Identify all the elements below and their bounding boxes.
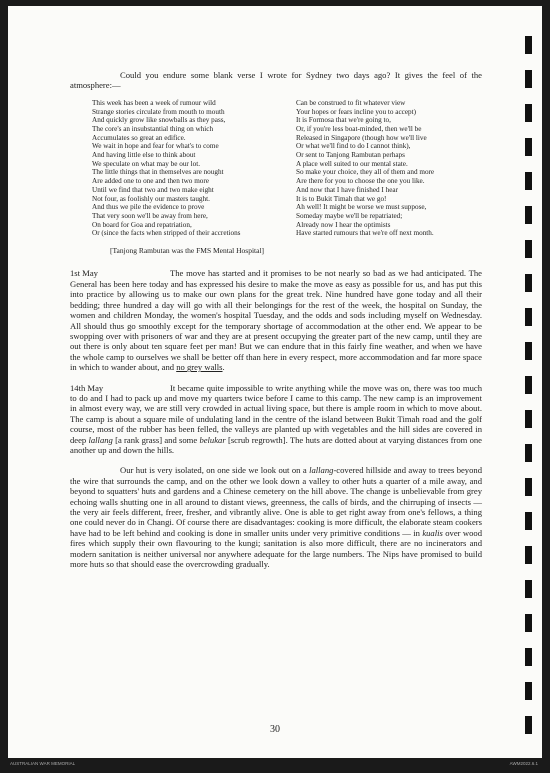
poem-line: Someday maybe we'll be repatriated; (296, 211, 403, 220)
poem-line: We wait in hope and fear for what's to come (92, 142, 219, 151)
entry-date: 14th May (70, 382, 104, 393)
poem-line: Strange stories circulate from mouth to mouth (92, 107, 225, 116)
poem-line: It is to Bukit Timah that we go! (296, 194, 387, 203)
poem (70, 99, 482, 238)
comb-binding (525, 36, 535, 756)
poem-line: This week has been a week of rumour wild (92, 98, 216, 107)
poem-line: Or what we'll find to do I cannot think), (296, 142, 411, 151)
poem-line: We speculate on what may be our lot. (92, 159, 200, 168)
poem-right-column (296, 99, 482, 238)
poem-line: It is Formosa that we're going to, (296, 116, 391, 125)
poem-line: Released in Singapore (though how we'll live (296, 133, 427, 142)
poem-line: And quickly grow like snowballs as they pass, (92, 116, 226, 125)
poem-line: On board for Goa and repatriation, (92, 220, 192, 229)
page-content (70, 70, 482, 569)
poem-line: Already now I hear the optimists (296, 220, 391, 229)
poem-line: That very soon we'll be away from here, (92, 211, 208, 220)
poem-line: So make your choice, they all of them and more (296, 168, 435, 177)
poem-line: Until we find that two and two make eight (92, 185, 214, 194)
underlined-phrase: no grey walls (176, 362, 223, 373)
poem-line: The core's an insubstantial thing on which (92, 124, 214, 133)
archive-credit: AUSTRALIAN WAR MEMORIAL (10, 761, 76, 766)
poem-line: Are there for you to choose the one you like. (296, 177, 425, 186)
poem-line: And having little else to think about (92, 151, 196, 160)
poem-line: And now that I have finished I hear (296, 185, 398, 194)
poem-note: [Tanjong Rambutan was the FMS Mental Hospital] (110, 246, 265, 256)
diary-entry-14th-may: 14th May It became quite impossible to write anything while the move was on, there was too much to do and I had to pack up and move my quarters twice before I came to this camp. The new camp is an improvement in almost every way, we are still very crowded in actual living space, but there is ample room in which to move about. The camp is about a square mile of undulating land in the centre of the island between Bukit Timah road and the golf course, most of the rubber has been felled, the valleys are planted up with vegetables and the hill sides are covered in deep lallang [a rank grass] and some belukar [scrub regrowth]. The huts are dotted about at varying distances from one another up and down the hills. (70, 382, 482, 455)
poem-line: Can be construed to fit whatever view (296, 98, 406, 107)
entry-text: The move has started and it promises to be not nearly so bad as we had anticipated. The General has been here today and has expressed his desire to make the move as easy as possible for us, and has put this into practice by allowing us to make our own plans for the great trek. Nine hundred have gone today and all their bedding; three hundred a day will go with all their belongings for the rest of the week, the hospital on Sunday, the women and children Monday, the women's hospital Tuesday, and the odds and sods including myself on Wednesday. All should thus go smoothly except for the temporary shortage of accommodation at the other end. We appear to be swopping over with prisoners of war and they are at present occupying the greater part of the new camp, until they are out there is only about ten square feet per man! But we can endure that in this fairly fine weather, and when we have the whole camp to ourselves we shall be better off than here in every respect, more accommodation and far more space in which to wander about, and (70, 268, 482, 373)
diary-entry-1st-may: 1st May The move has started and it promises to be not nearly so bad as we had anticipated. The General has been here today and has expressed his desire to make the move as easy as possible for us, and has put this into practice by allowing us to make our own plans for the great trek. Nine hundred have gone today and all their bedding; three hundred a day will go with all their belongings for the rest of the week, the hospital on Sunday, the women and children Monday, the women's hospital Tuesday, and the odds and sods including myself on Wednesday. All should thus go smoothly except for the temporary shortage of accommodation at the other end. We appear to be swopping over with prisoners of war and they are at present occupying the greater part of the new camp, until they are out there is only about ten square feet per man! But we can endure that in this fairly fine weather, and when we have the whole camp to ourselves we shall be better off than here in every respect, more accommodation and far more space in which to wander about, and no grey walls. (70, 268, 482, 373)
page-number: 30 (270, 724, 280, 735)
poem-left-column (92, 99, 278, 238)
poem-line: Have started rumours that we're off next month. (296, 229, 434, 238)
poem-line: Your hopes or fears incline you to accept) (296, 107, 417, 116)
poem-line: Accumulates so great an edifice. (92, 133, 186, 142)
document-page (8, 6, 542, 758)
poem-line: Are added one to one and then two more (92, 177, 209, 186)
poem-line: And thus we pile the evidence to prove (92, 203, 205, 212)
archive-reference: AWM2022.6.1 (509, 761, 538, 766)
entry-date: 1st May (70, 268, 98, 279)
poem-line: The little things that in themselves are nought (92, 168, 224, 177)
poem-line: Or sent to Tanjong Rambutan perhaps (296, 151, 405, 160)
hut-paragraph: Our hut is very isolated, on one side we look out on a lallang-covered hillside and away to trees beyond the wire that surrounds the camp, and on the other we look down a valley to other huts a quarter of a mile away, and beyond to squatters' huts and gardens and a Chinese cemetery on the hill above. The change is unbelievable from grey echoing walls shutting one in all around to distant views, greenness, the calls of birds, and the chirruping of insects — the very air feels different, freer, fresher, and vibrantly alive. One is able to get right away from one's fellows, a thing one could never do in Changi. Of course there are disadvantages: cooking is more difficult, the elaborate steam cookers have had to be left behind and cooking is done in smaller units under very primitive conditions — in kualis over wood fires which supply their own flavouring to the kungi; sanitation is also more difficult, there are no incinerators and modern sanitation is neither universal nor anywhere adequate for the large numbers. The Nips have promised to build more huts so that should ease the overcrowding gradually. (70, 465, 482, 570)
poem-line: A place well suited to our mental state. (296, 159, 408, 168)
poem-line: Not four, as foolishly our masters taught. (92, 194, 210, 203)
intro-paragraph: Could you endure some blank verse I wrote for Sydney two days ago? It gives the feel of the atmosphere:— (70, 70, 482, 91)
poem-line: Ah well! It might be worse we must suppose, (296, 203, 427, 212)
poem-line: Or (since the facts when stripped of their accretions (92, 229, 241, 238)
poem-line: Or, if you're less boat-minded, then we'll be (296, 124, 422, 133)
